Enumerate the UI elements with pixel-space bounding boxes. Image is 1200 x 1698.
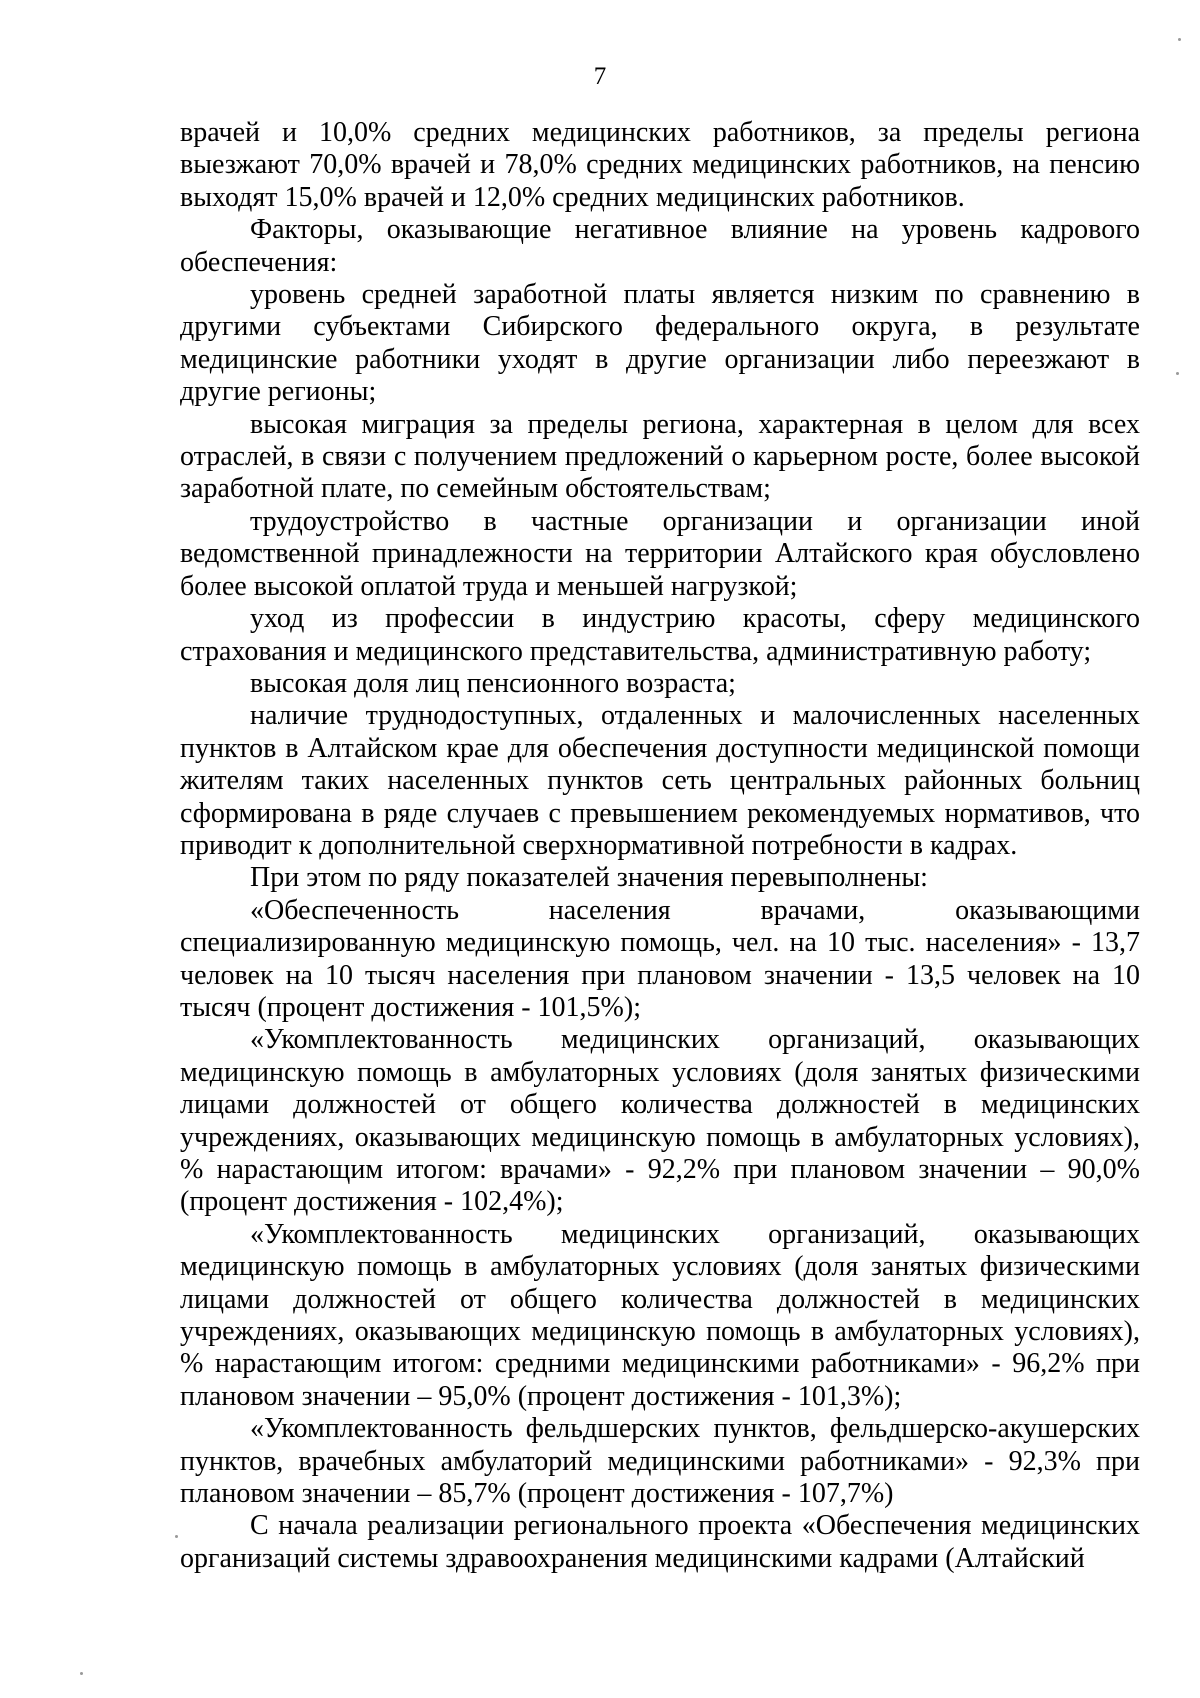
paragraph-factor-pension-age: высокая доля лиц пенсионного возраста; [250, 667, 736, 699]
paragraph-factor-private-employment: трудоустройство в частные организации и организации иной ведомственной принадлежности на территории Алтайского края обусловлено более высокой оплатой труда и меньшей нагрузкой; [180, 505, 1140, 602]
paragraph-indicator-doctors-provision: «Обеспеченность населения врачами, оказывающими специализированную медицинскую помощь, чел. на 10 тыс. населения» - 13,7 человек на 10 тысяч населения при плановом значении - 13,5 человек на 10 тысяч (процент достижения - 101,5%); [180, 894, 1140, 1023]
document-body [180, 117, 1140, 1575]
paragraph-regional-project: С начала реализации регионального проекта «Обеспечения медицинских организаций системы здравоохранения медицинскими кадрами (Алтайский [180, 1510, 1140, 1574]
scan-artifact [175, 1535, 178, 1538]
paragraph-continuation: врачей и 10,0% средних медицинских работников, за пределы региона выезжают 70,0% врачей и 78,0% средних медицинских работников, на пенсию выходят 15,0% врачей и 12,0% средних медицинских работников. [180, 117, 1140, 213]
page-number: 7 [593, 63, 607, 90]
paragraph-factor-migration: высокая миграция за пределы региона, характерная в целом для всех отраслей, в связи с получением предложений о карьерном росте, более высокой заработной плате, по семейным обстоятельствам; [180, 408, 1140, 505]
scan-artifact [80, 1672, 83, 1675]
paragraph-factors-intro: Факторы, оказывающие негативное влияние на уровень кадрового обеспечения: [180, 214, 1140, 278]
paragraph-indicator-staffing-nurses: «Укомплектованность медицинских организаций, оказывающих медицинскую помощь в амбулаторных условиях (доля занятых физическими лицами должностей от общего количества должностей в медицинских учреждениях, оказывающих медицинскую помощь в амбулаторных условиях), % нарастающим итогом: средними медицинскими работниками» - 96,2% при плановом значении – 95,0% (процент достижения - 101,3%); [180, 1218, 1140, 1412]
scan-artifact [1176, 372, 1179, 375]
paragraph-indicator-staffing-paramedic-points: «Укомплектованность фельдшерских пунктов, фельдшерско-акушерских пунктов, врачебных амбулаторий медицинскими работниками» - 92,3% при плановом значении – 85,7% (процент достижения - 107,7%) [180, 1413, 1140, 1510]
paragraph-factor-salary: уровень средней заработной платы является низким по сравнению в другими субъектами Сибирского федерального округа, в результате медицинские работники уходят в другие организации либо переезжают в другие регионы; [180, 279, 1140, 408]
paragraph-indicators-intro: При этом по ряду показателей значения перевыполнены: [250, 862, 928, 894]
paragraph-factor-career-change: уход из профессии в индустрию красоты, сферу медицинского страхования и медицинского представительства, административную работу; [180, 603, 1140, 667]
paragraph-indicator-staffing-doctors: «Укомплектованность медицинских организаций, оказывающих медицинскую помощь в амбулаторных условиях (доля занятых физическими лицами должностей от общего количества должностей в медицинских учреждениях, оказывающих медицинскую помощь в амбулаторных условиях), % нарастающим итогом: врачами» - 92,2% при плановом значении – 90,0% (процент достижения - 102,4%); [180, 1024, 1140, 1218]
paragraph-factor-remote-settlements: наличие труднодоступных, отдаленных и малочисленных населенных пунктов в Алтайском крае для обеспечения доступности медицинской помощи жителям таких населенных пунктов сеть центральных районных больниц сформирована в ряде случаев с превышением рекомендуемых нормативов, что приводит к дополнительной сверхнормативной потребности в кадрах. [180, 700, 1140, 861]
scan-artifact [1178, 38, 1181, 41]
